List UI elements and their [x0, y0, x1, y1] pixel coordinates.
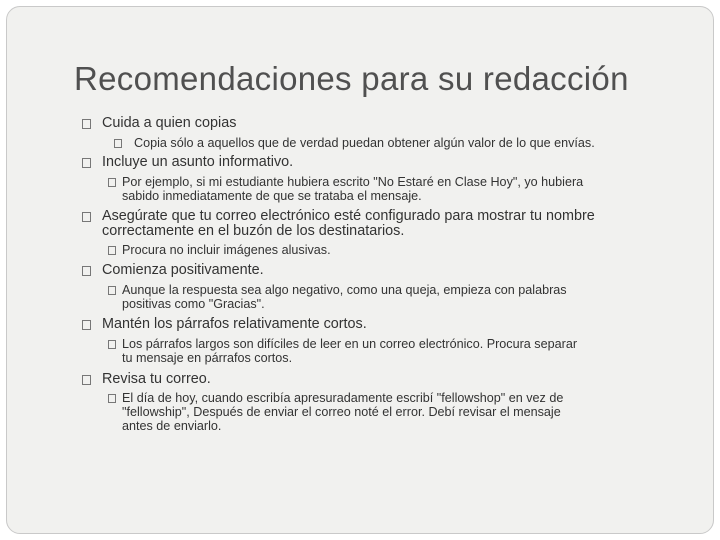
sub-bullet-box-icon	[108, 394, 116, 403]
bullet-text: Revisa tu correo.	[102, 371, 211, 387]
sub-bullet-text: Por ejemplo, si mi estudiante hubiera escrito "No Estaré en Clase Hoy", yo hubiera	[122, 175, 584, 189]
bullet-box-icon	[82, 212, 91, 222]
sub-bullet-text: Aunque la respuesta sea algo negativo, como una queja, empieza con palabras	[122, 283, 567, 297]
bullet-text: Mantén los párrafos relativamente cortos.	[102, 316, 367, 332]
sub-bullet-text: El día de hoy, cuando escribía apresuradamente escribí "fellowshop" en vez de	[122, 391, 564, 405]
bullet-text: Incluye un asunto informativo.	[102, 154, 294, 170]
slide-title: Recomendaciones para su redacción	[74, 60, 629, 97]
bullet-box-icon	[82, 119, 91, 129]
sub-bullet-text: Copia sólo a aquellos que de verdad puedan obtener algún valor de lo que envías.	[134, 136, 595, 150]
sub-bullet-box-icon	[114, 139, 122, 148]
sub-bullet-text: sabido inmediatamente de que se trataba el mensaje.	[122, 189, 422, 203]
bullet-box-icon	[82, 158, 91, 168]
sub-bullet-text: tu mensaje en párrafos cortos.	[122, 351, 293, 365]
bullet-box-icon	[82, 266, 91, 276]
bullet-text: Asegúrate que tu correo electrónico esté configurado para mostrar tu nombre	[102, 208, 595, 224]
sub-bullet-text: positivas como "Gracias".	[122, 297, 265, 311]
sub-bullet-box-icon	[108, 178, 116, 187]
sub-bullet-box-icon	[108, 340, 116, 349]
bullet-text: Cuida a quien copias	[102, 115, 237, 131]
sub-bullet-text: "fellowship", Después de enviar el correo noté el error. Debí revisar el mensaje	[122, 405, 561, 419]
bullet-text: correctamente en el buzón de los destinatarios.	[102, 223, 405, 239]
sub-bullet-text: antes de enviarlo.	[122, 419, 222, 433]
sub-bullet-text: Procura no incluir imágenes alusivas.	[122, 243, 331, 257]
sub-bullet-text: Los párrafos largos son difíciles de leer en un correo electrónico. Procura separar	[122, 337, 578, 351]
sub-bullet-box-icon	[108, 246, 116, 255]
bullet-text: Comienza positivamente.	[102, 262, 264, 278]
bullet-box-icon	[82, 320, 91, 330]
sub-bullet-box-icon	[108, 286, 116, 295]
bullet-box-icon	[82, 375, 91, 385]
